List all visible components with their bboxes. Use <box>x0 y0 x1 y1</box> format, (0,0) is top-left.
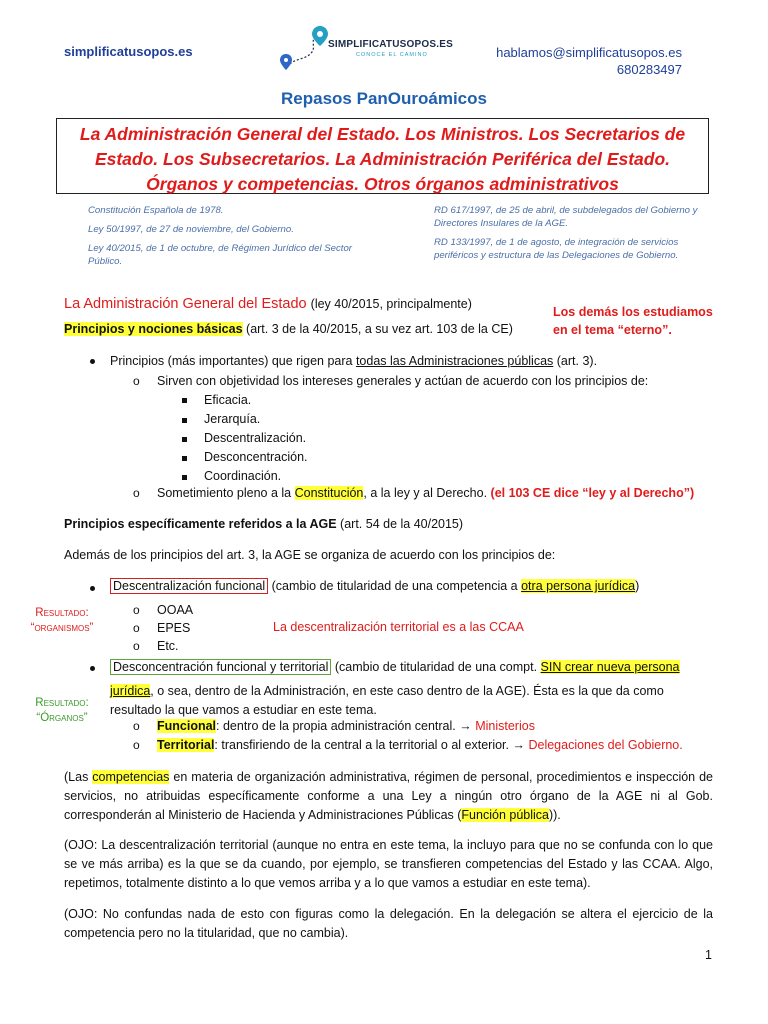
sub-bullet-marker: o <box>133 374 140 388</box>
age-intro: Además de los principios del art. 3, la AGE se organiza de acuerdo con los principios de: <box>64 548 556 562</box>
red-text: Ministerios <box>475 719 535 733</box>
highlighted-text: otra persona jurídica <box>521 579 636 593</box>
highlighted-text: Función pública <box>461 808 549 822</box>
sub-bullet-marker: o <box>133 603 140 617</box>
text: (Las <box>64 770 93 784</box>
topic-title-box <box>56 118 709 194</box>
sub-bullet-marker: o <box>133 639 140 653</box>
contact-block <box>496 44 682 78</box>
topic-title-line-3: Órganos y competencias. Otros órganos administrativos <box>146 174 619 194</box>
square-bullet-marker <box>182 398 187 403</box>
sub-bullet-marker: o <box>133 486 140 500</box>
side-label-line-1: Resultado: <box>35 607 89 619</box>
reference: Ley 50/1997, de 27 de noviembre, del Gobierno. <box>88 224 294 235</box>
list-item <box>110 660 680 674</box>
list-item-continuation <box>110 684 664 698</box>
age-heading-label: Principios específicamente referidos a la AGE <box>64 517 337 531</box>
list-item: OOAA <box>157 603 194 617</box>
email-link[interactable]: hablamos@simplificatusopos.es <box>496 45 682 60</box>
result-organismos-label <box>12 606 112 636</box>
list-item: Descentralización. <box>204 431 307 445</box>
highlighted-text: Territorial <box>157 738 215 752</box>
logo-wordmark: SIMPLIFICATUSOPOS.ES <box>328 39 453 50</box>
ojo-paragraph-1: (OJO: La descentralización territorial (aunque no entra en este tema, la incluyo para que no se confunda con lo que se ve más arriba) es la que se da cuando, por ejemplo, se transfieren competencias del Estado y las CCAA. Algo, repetimos, totalmente distinto a lo que vemos arriba y a lo que vamos a estudiar en este tema). <box>64 838 713 890</box>
side-label-line-1: Resultado: <box>35 697 89 709</box>
list-item: Etc. <box>157 639 179 653</box>
site-link[interactable]: simplificatusopos.es <box>64 44 193 59</box>
text: (cambio de titularidad de una compt. <box>331 660 541 674</box>
side-note <box>553 303 713 339</box>
logo-tagline: CONOCE EL CAMINO <box>356 52 428 58</box>
list-item: Jerarquía. <box>204 412 261 426</box>
side-label-line-2: “organismos” <box>30 622 94 634</box>
list-item-continuation: resultado la que vamos a estudiar en este tema. <box>110 703 377 717</box>
reference: RD 617/1997, de 25 de abril, de subdelegados del Gobierno y Directores Insulares de la AGE. <box>434 205 698 229</box>
reference: Constitución Española de 1978. <box>88 205 224 216</box>
references-left <box>88 204 378 274</box>
text: , o sea, dentro de la Administración, en este caso dentro de la AGE). Ésta es la que da como <box>150 684 664 698</box>
highlighted-text: Constitución <box>294 486 364 500</box>
text: Sometimiento pleno a la <box>157 486 295 500</box>
highlighted-text: SIN crear nueva persona <box>540 660 680 674</box>
ojo-paragraph-2: (OJO: No confundas nada de esto con figuras como la delegación. En la delegación se altera el ejercicio de la competencia pero no la titularidad, que no cambia). <box>64 907 713 940</box>
principles-heading-label: Principios y nociones básicas <box>64 322 243 336</box>
highlighted-text: Funcional <box>157 719 217 733</box>
principles-heading <box>64 322 513 336</box>
red-note: (el 103 CE dice “ley y al Derecho”) <box>490 486 695 500</box>
red-text: Delegaciones del Gobierno. <box>528 738 683 752</box>
square-bullet-marker <box>182 418 187 423</box>
square-bullet-marker <box>182 475 187 480</box>
list-item: EPES <box>157 621 191 635</box>
section-title-suffix: (ley 40/2015, principalmente) <box>310 297 472 311</box>
highlighted-text: competencias <box>92 770 170 784</box>
list-item: Eficacia. <box>204 393 252 407</box>
references-right <box>434 204 720 268</box>
text: (cambio de titularidad de una competencia a <box>268 579 522 593</box>
text: : transfiriendo de la central a la territorial o al exterior. → <box>214 738 529 752</box>
bullet-marker <box>90 359 95 364</box>
principles-heading-suffix: (art. 3 de la 40/2015, a su vez art. 103 de la CE) <box>246 322 513 336</box>
text: )). <box>548 808 561 822</box>
sub-bullet-marker: o <box>133 719 140 733</box>
sub-bullet-marker: o <box>133 621 140 635</box>
topic-title-line-2: Estado. Los Subsecretarios. La Administración Periférica del Estado. <box>94 149 671 169</box>
reference: RD 133/1997, de 1 de agosto, de integración de servicios periféricos y estructura de las Delegaciones de Gobierno. <box>434 237 679 261</box>
text: Principios (más importantes) que rigen para <box>110 354 356 368</box>
square-bullet-marker <box>182 456 187 461</box>
side-label-line-2: “Órganos” <box>36 712 88 724</box>
text: en materia de organización administrativa, régimen de personal, procedimientos e inspección de servicios, no atribuidas específicamente conforme a una Ley a ningún otro órgano de la AGE ni al Gob. corresponderán al Ministerio de Hacienda y Administraciones Públicas ( <box>64 770 713 822</box>
underlined-text: todas las Administraciones públicas <box>355 354 554 368</box>
highlighted-text: jurídica <box>110 684 151 698</box>
list-item: Coordinación. <box>204 469 282 483</box>
text: ) <box>635 579 640 593</box>
map-pin-icon <box>276 24 336 70</box>
boxed-term: Descentralización funcional <box>110 578 268 594</box>
competencias-paragraph <box>64 768 713 825</box>
page-number: 1 <box>705 948 712 962</box>
list-item <box>157 719 535 733</box>
section-title-main: La Administración General del Estado <box>64 296 307 312</box>
logo <box>276 24 453 70</box>
reference: Ley 40/2015, de 1 de octubre, de Régimen Jurídico del Sector Público. <box>88 243 352 267</box>
document-title: Repasos PanOuroámicos <box>281 89 487 108</box>
square-bullet-marker <box>182 437 187 442</box>
territorial-note: La descentralización territorial es a las CCAA <box>273 620 524 634</box>
side-note-line-2: en el tema “eterno”. <box>553 323 672 337</box>
sub-bullet-marker: o <box>133 738 140 752</box>
topic-title-line-1: La Administración General del Estado. Los Ministros. Los Secretarios de <box>79 124 686 144</box>
list-item <box>157 486 694 500</box>
list-item: Sirven con objetividad los intereses generales y actúan de acuerdo con los principios de: <box>157 374 649 388</box>
bullet-marker <box>90 666 95 671</box>
age-heading <box>64 517 463 531</box>
text: : dentro de la propia administración central. → <box>216 719 476 733</box>
text: , a la ley y al Derecho. <box>363 486 488 500</box>
result-organos-label <box>14 696 110 726</box>
section-title <box>64 296 472 312</box>
list-item <box>157 738 683 752</box>
age-heading-suffix: (art. 54 de la 40/2015) <box>340 517 464 531</box>
boxed-term: Desconcentración funcional y territorial <box>110 659 331 675</box>
bullet-marker <box>90 586 95 591</box>
phone-number: 680283497 <box>616 62 682 77</box>
text: (art. 3). <box>553 354 598 368</box>
list-item <box>110 354 597 368</box>
side-note-line-1: Los demás los estudiamos <box>553 305 713 319</box>
list-item <box>110 579 639 593</box>
list-item: Desconcentración. <box>204 450 308 464</box>
